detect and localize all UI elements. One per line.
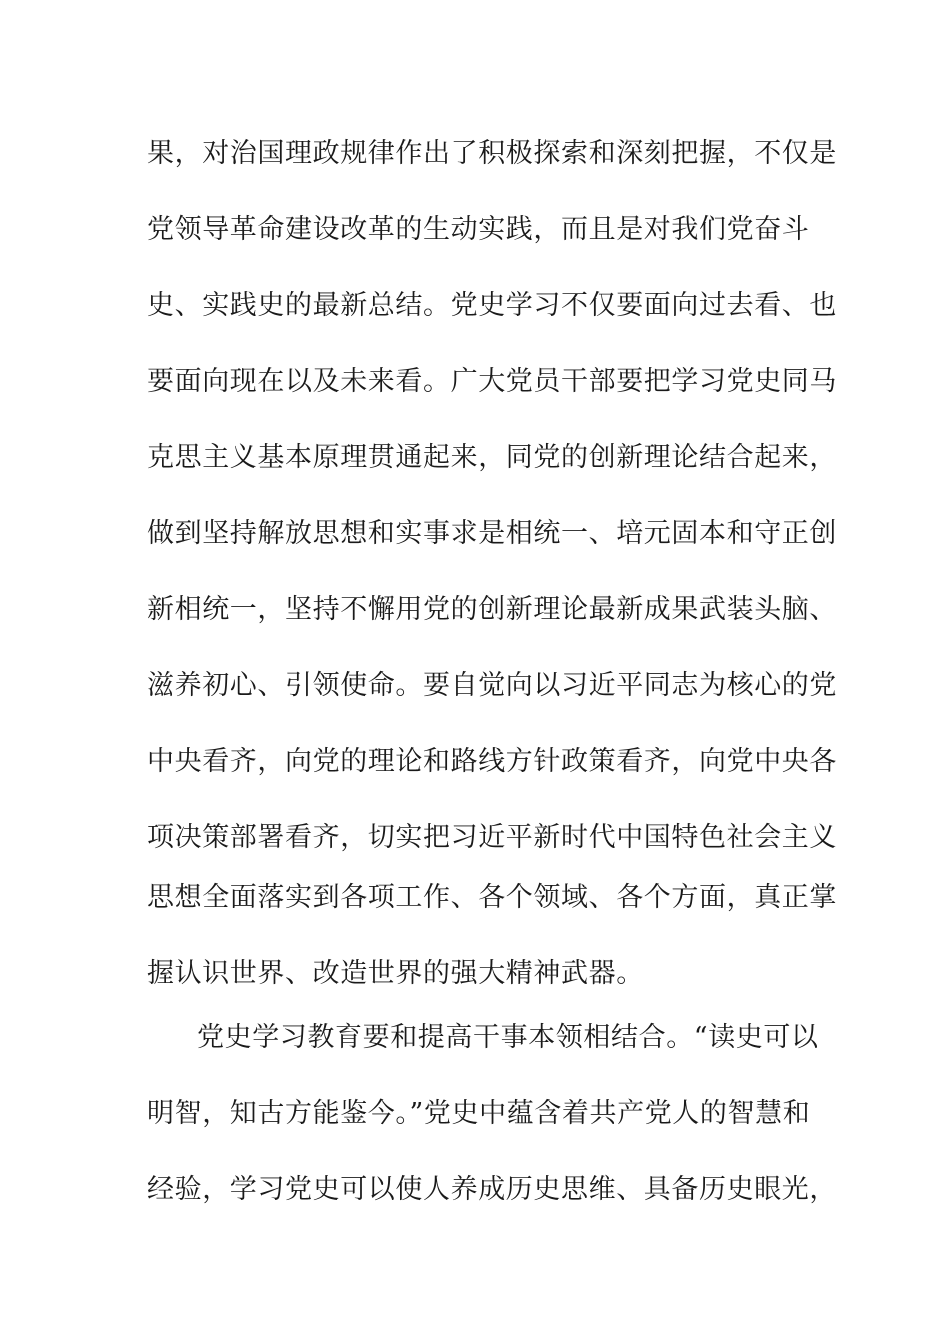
text-line: 握认识世界、改造世界的强大精神武器。 <box>147 958 644 989</box>
paragraph-first-line: 党史学习教育要和提高干事本领相结合。“读史可以 <box>197 1022 819 1053</box>
text-line: 要面向现在以及未来看。广大党员干部要把学习党史同马 <box>147 366 837 397</box>
text-line: 史、实践史的最新总结。党史学习不仅要面向过去看、也 <box>147 290 837 321</box>
text-line: 党领导革命建设改革的生动实践，而且是对我们党奋斗 <box>147 214 810 245</box>
text-line: 中央看齐，向党的理论和路线方针政策看齐，向党中央各 <box>147 746 837 777</box>
text-line: 思想全面落实到各项工作、各个领域、各个方面，真正掌 <box>147 882 837 913</box>
text-line: 明智，知古方能鉴今。”党史中蕴含着共产党人的智慧和 <box>147 1098 811 1129</box>
text-line: 克思主义基本原理贯通起来，同党的创新理论结合起来， <box>147 442 837 473</box>
text-line: 做到坚持解放思想和实事求是相统一、培元固本和守正创 <box>147 518 837 549</box>
text-line: 果，对治国理政规律作出了积极探索和深刻把握，不仅是 <box>147 138 837 169</box>
text-line: 经验，学习党史可以使人养成历史思维、具备历史眼光， <box>147 1174 837 1205</box>
text-line: 滋养初心、引领使命。要自觉向以习近平同志为核心的党 <box>147 670 837 701</box>
text-line: 项决策部署看齐，切实把习近平新时代中国特色社会主义 <box>147 822 837 853</box>
text-line: 新相统一，坚持不懈用党的创新理论最新成果武装头脑、 <box>147 594 837 625</box>
